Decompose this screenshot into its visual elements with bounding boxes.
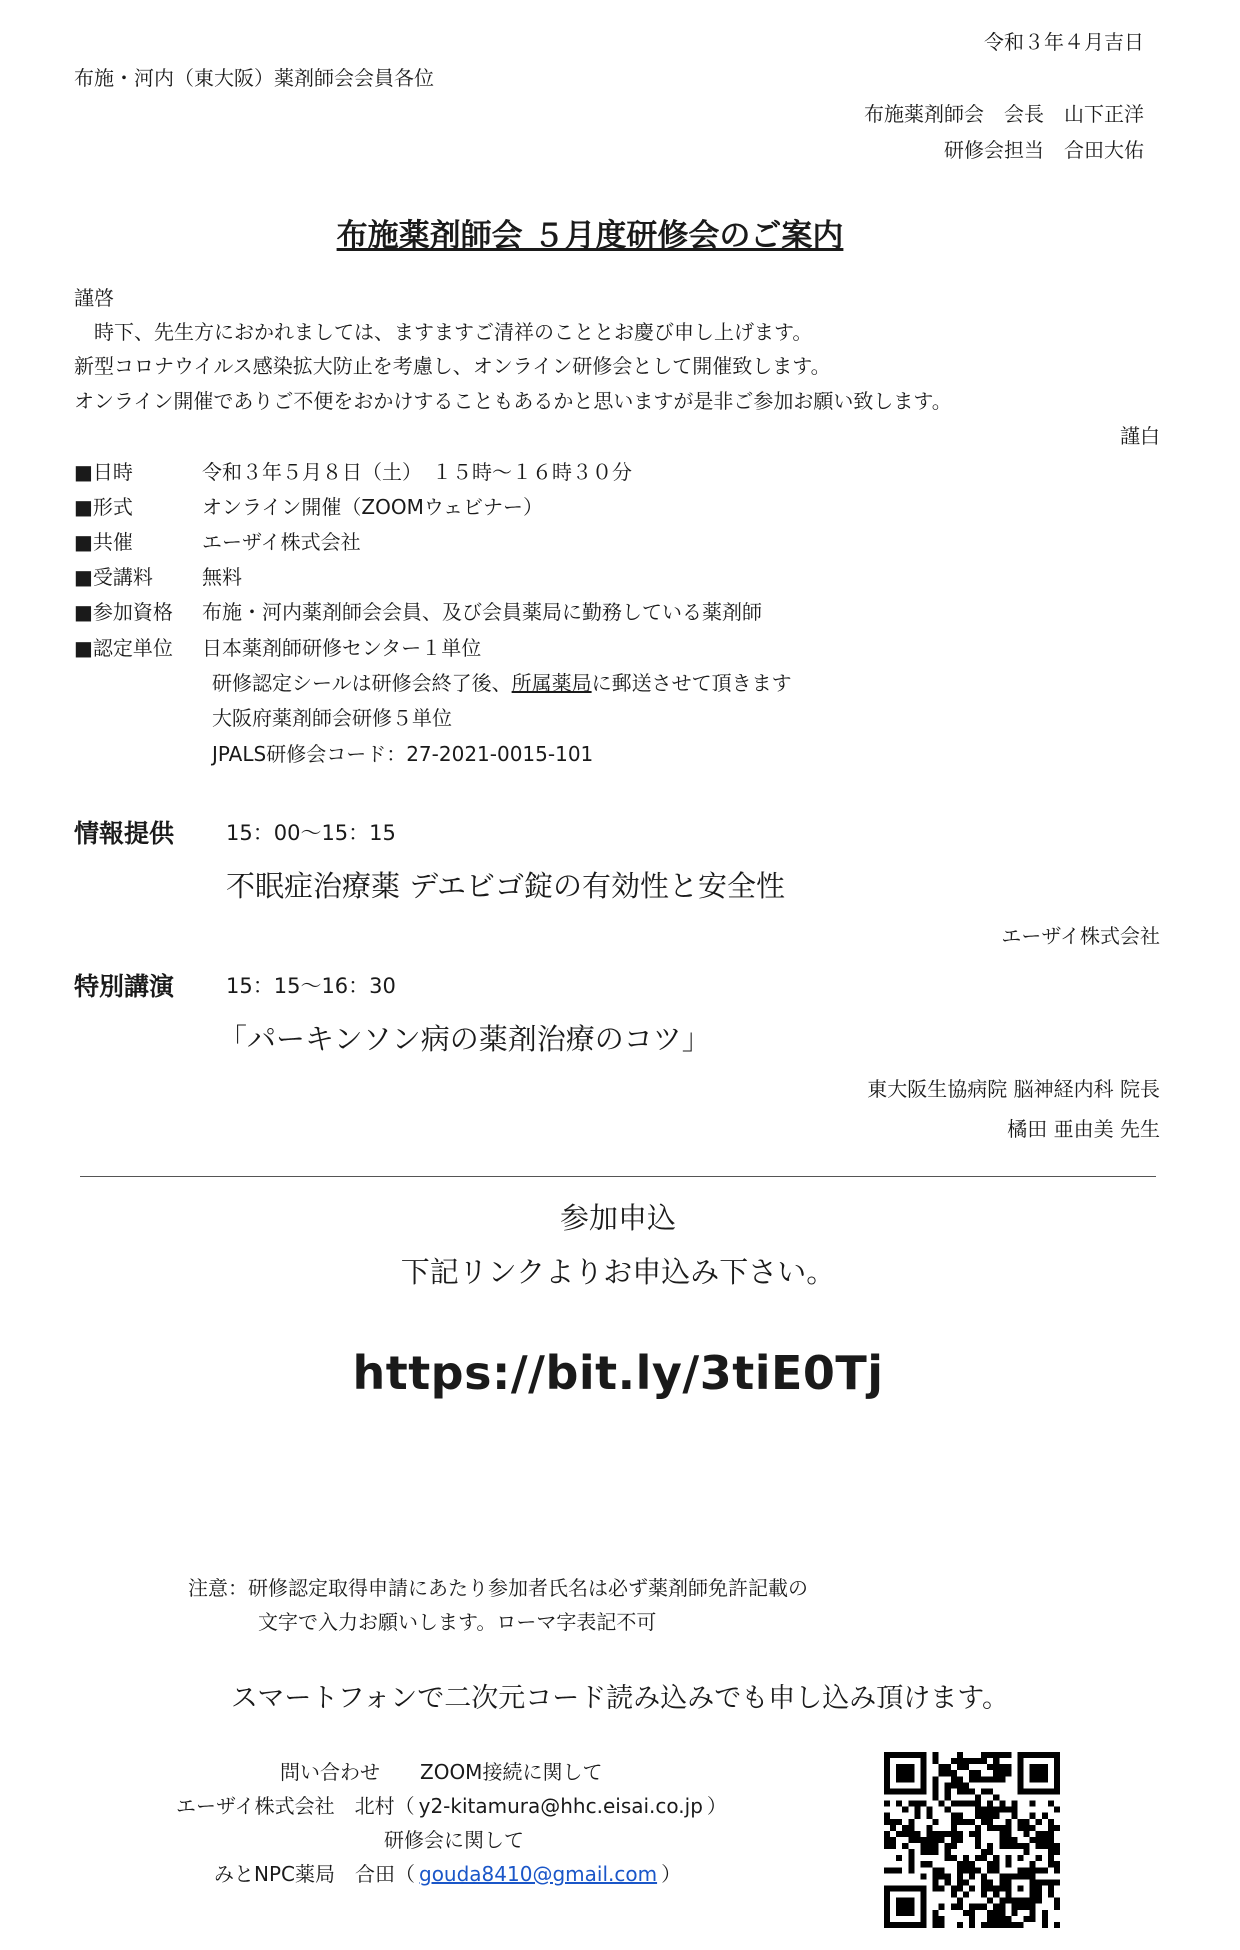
detail-value: エーザイ株式会社 — [202, 530, 361, 554]
notice-line-1: 注意：研修認定取得申請にあたり参加者氏名は必ず薬剤師免許記載の — [188, 1576, 808, 1600]
zoom-contact-name: エーザイ株式会社 北村（ — [176, 1794, 415, 1818]
detail-value: 令和３年５月８日（土） １５時～１６時３０分 — [202, 460, 632, 484]
credit-osaka: 大阪府薬剤師会研修５単位 — [212, 706, 452, 730]
page-title: 布施薬剤師会 ５月度研修会のご案内 — [336, 218, 844, 254]
detail-value: 無料 — [202, 565, 242, 589]
detail-label: ■参加資格 — [74, 600, 173, 624]
detail-value: オンライン開催（ZOOMウェビナー） — [202, 495, 544, 519]
training-contact-email-link[interactable]: gouda8410@gmail.com — [419, 1862, 658, 1886]
detail-label: ■受講料 — [74, 565, 153, 589]
issue-date: 令和３年４月吉日 — [984, 30, 1144, 54]
contact-person: 研修会担当 合田大佑 — [944, 138, 1144, 162]
detail-row-credits — [74, 632, 481, 661]
recipients: 布施・河内（東大阪）薬剤師会会員各位 — [74, 66, 434, 90]
contact-heading: 問い合わせ ZOOM接続に関して — [280, 1760, 603, 1784]
detail-value: 日本薬剤師研修センター１単位 — [202, 636, 482, 660]
detail-label: ■認定単位 — [74, 636, 173, 660]
zoom-contact-suffix: ） — [706, 1794, 727, 1818]
info-section-presenter: エーザイ株式会社 — [1001, 924, 1160, 948]
section-divider — [80, 1176, 1156, 1177]
detail-row-format — [74, 491, 543, 520]
seal-note-text: 研修認定シールは研修会終了後、 — [212, 671, 512, 695]
detail-row-cosponsor — [74, 526, 361, 555]
training-contact-suffix: ） — [661, 1862, 682, 1886]
detail-label: ■形式 — [74, 495, 133, 519]
detail-label: ■日時 — [74, 460, 133, 484]
detail-row-date — [74, 456, 632, 485]
detail-label: ■共催 — [74, 530, 133, 554]
detail-row-eligibility — [74, 596, 762, 625]
letter-line: オンライン開催でありご不便をおかけすることもあるかと思いますが是非ご参加お願い致します。 — [74, 389, 952, 413]
registration-heading: 参加申込 — [559, 1201, 676, 1235]
qr-code — [884, 1752, 1060, 1928]
training-contact — [214, 1858, 681, 1887]
info-section-time: 15：00～15：15 — [226, 821, 396, 845]
training-contact-heading: 研修会に関して — [384, 1828, 524, 1852]
lecture-section-label: 特別講演 — [74, 972, 175, 1001]
letter-closing: 謹白 — [1120, 424, 1160, 448]
registration-instruction: 下記リンクよりお申込み下さい。 — [400, 1255, 836, 1289]
zoom-contact — [176, 1790, 727, 1819]
info-section-label: 情報提供 — [74, 819, 175, 848]
training-contact-name: みとNPC薬局 合田（ — [214, 1862, 415, 1886]
notice-line-2: 文字で入力お願いします。ローマ字表記不可 — [258, 1610, 657, 1634]
seal-note-text: に郵送させて頂きます — [591, 671, 792, 695]
seal-note-underlined: 所属薬局 — [511, 671, 592, 695]
letter-line: 時下、先生方におかれましては、ますますご清祥のこととお慶び申し上げます。 — [74, 320, 813, 344]
credit-jpals: JPALS研修会コード：27-2021-0015-101 — [212, 742, 594, 766]
letter-line: 新型コロナウイルス感染拡大防止を考慮し、オンライン研修会として開催致します。 — [74, 354, 831, 378]
detail-value: 布施・河内薬剤師会会員、及び会員薬局に勤務している薬剤師 — [202, 600, 762, 624]
smartphone-note: スマートフォンで二次元コード読み込みでも申し込み頂けます。 — [230, 1683, 1010, 1714]
zoom-contact-email: y2-kitamura@hhc.eisai.co.jp — [418, 1794, 703, 1818]
info-section-topic: 不眠症治療薬 デエビゴ錠の有効性と安全性 — [226, 869, 786, 903]
detail-row-fee — [74, 561, 242, 590]
lecture-section-topic: 「パーキンソン病の薬剤治療のコツ」 — [218, 1022, 711, 1056]
sender: 布施薬剤師会 会長 山下正洋 — [864, 102, 1144, 126]
registration-url[interactable]: https://bit.ly/3tiE0Tj — [352, 1346, 884, 1400]
lecture-speaker-affiliation: 東大阪生協病院 脳神経内科 院長 — [867, 1077, 1160, 1101]
lecture-section-time: 15：15～16：30 — [226, 974, 396, 998]
credit-seal-note — [212, 667, 792, 696]
letter-opening: 謹啓 — [74, 286, 114, 310]
lecture-speaker-name: 橘田 亜由美 先生 — [1007, 1117, 1160, 1141]
